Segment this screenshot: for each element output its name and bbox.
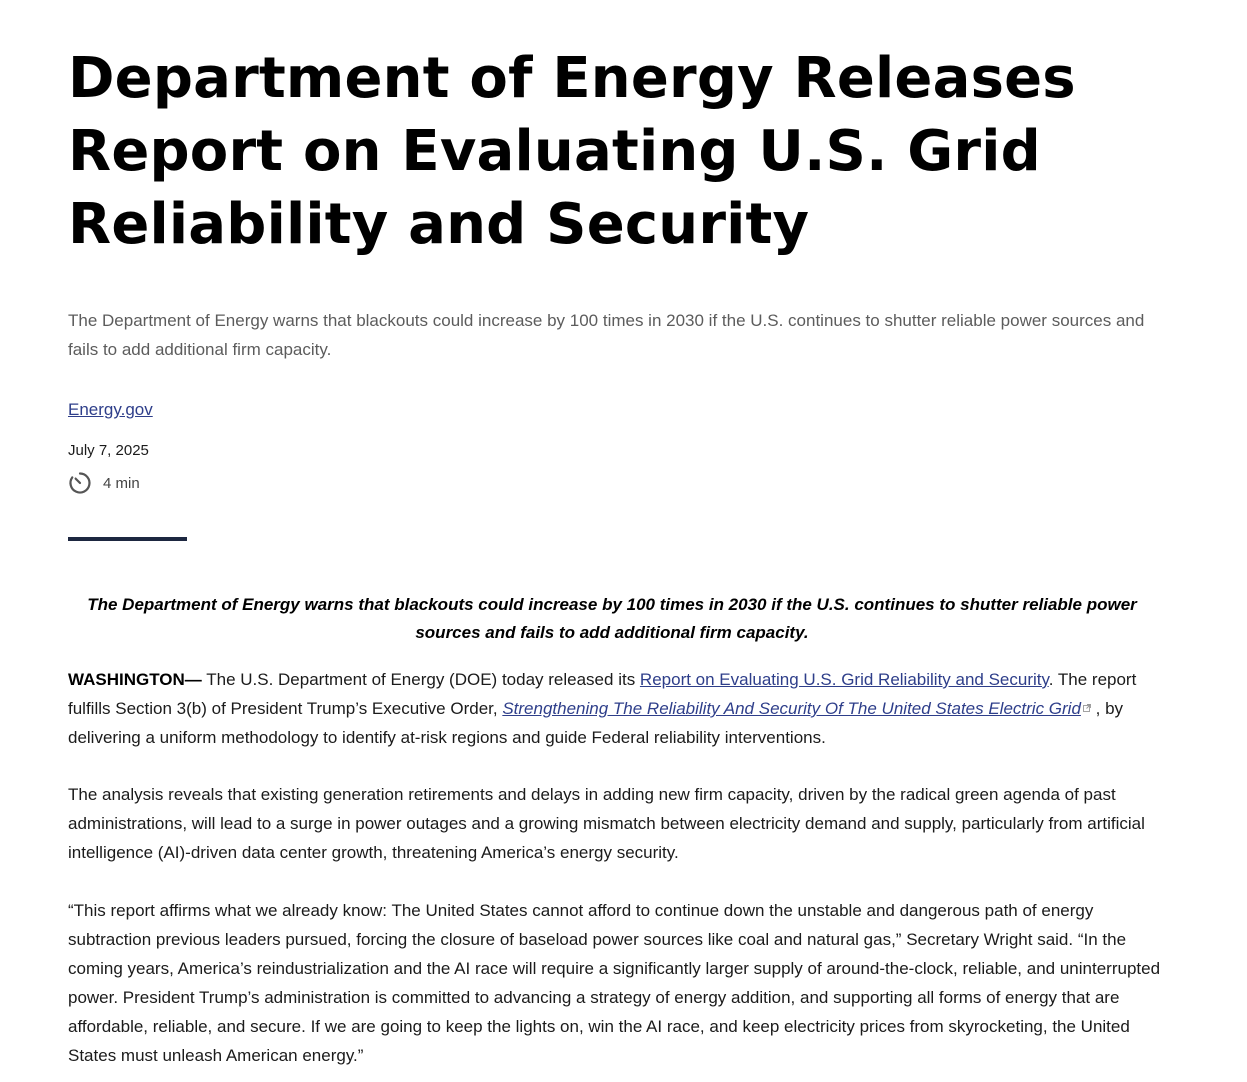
article-summary: The Department of Energy warns that blackouts could increase by 100 times in 2030 if the U.S. continues to shutter reliable power sources and fails to add additional firm capacity. xyxy=(68,311,1145,359)
paragraph-1-text-c: , by delivering a uniform methodology to identify at-risk regions and guide Federal reliability interventions. xyxy=(68,699,1124,747)
paragraph-3: “This report affirms what we already know: The United States cannot afford to continue down the unstable and dangerous path of energy subtraction previous leaders pursued, forcing the closure of baseload power sources like coal and natural gas,” Secretary Wright said. “In the coming years, America’s reindustrialization and the AI race will require a significantly larger supply of around-the-clock, reliable, and uninterrupted power. President Trump’s administration is committed to advancing a strategy of energy addition, and supporting all forms of energy that are affordable, reliable, and secure. If we are going to keep the lights on, win the AI race, and keep electricity prices from skyrocketing, the United States must unleash American energy.” xyxy=(68,901,1161,1065)
executive-order-link[interactable] xyxy=(502,699,1091,718)
dateline: WASHINGTON— xyxy=(68,670,202,689)
read-time-label: 4 min xyxy=(103,474,140,492)
article-lead: The Department of Energy warns that blackouts could increase by 100 times in 2030 if the U.S. continues to shutter reliable power sources and fails to add additional firm capacity. xyxy=(87,595,1137,642)
paragraph-1 xyxy=(68,665,1163,752)
read-time xyxy=(68,471,140,495)
external-link-icon xyxy=(1083,704,1091,712)
report-link[interactable]: Report on Evaluating U.S. Grid Reliability and Security xyxy=(639,670,1049,689)
section-divider xyxy=(68,537,187,541)
stopwatch-icon xyxy=(68,471,92,495)
publish-date: July 7, 2025 xyxy=(68,442,149,459)
paragraph-1-text-b: . The report fulfills Section 3(b) of President Trump’s Executive Order, xyxy=(68,670,1137,718)
source-link[interactable]: Energy.gov xyxy=(68,400,153,419)
paragraph-1-text-a: The U.S. Department of Energy (DOE) today released its xyxy=(201,670,640,689)
executive-order-link-label[interactable]: Strengthening The Reliability And Security Of The United States Electric Grid xyxy=(502,699,1081,718)
page-title: Department of Energy Releases Report on Evaluating U.S. Grid Reliability and Security xyxy=(68,46,1076,257)
paragraph-2: The analysis reveals that existing generation retirements and delays in adding new firm capacity, driven by the radical green agenda of past administrations, will lead to a surge in power outages and a growing mismatch between electricity demand and supply, particularly from artificial intelligence (AI)-driven data center growth, threatening America’s energy security. xyxy=(68,785,1145,862)
